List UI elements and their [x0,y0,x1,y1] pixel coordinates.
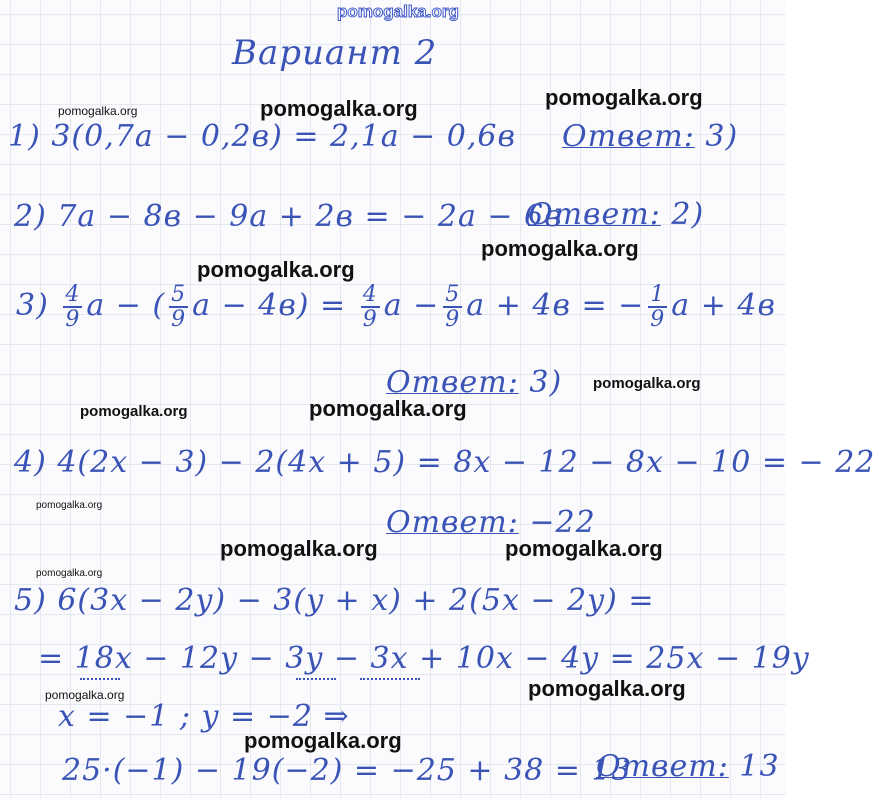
watermark: pomogalka.org [197,257,355,282]
watermark: pomogalka.org [80,403,188,420]
problem-5-line-2: = 18x − 12y − 3y − 3x + 10x − 4y = 25x − 19y [38,641,810,676]
page-title: Вариант 2 [232,33,438,73]
problem-5-line-4: 25·(−1) − 19(−2) = −25 + 38 = 13 [62,753,632,788]
fraction: $\frac{1}{9}$ [650,282,666,333]
watermark: pomogalka.org [220,536,378,561]
answer-value: 13 [739,749,780,784]
answer-label: Ответ: [562,119,695,154]
answer-value: 3) [529,365,563,400]
watermark: pomogalka.org [593,375,701,392]
underline-mark [360,672,420,680]
watermark: pomogalka.org [505,536,663,561]
problem-1: 1) 3(0,7a − 0,2в) = 2,1a − 0,6в [8,119,516,154]
answer-value: 2) [671,197,705,232]
fraction: $\frac{5}{9}$ [171,282,187,333]
watermark: pomogalka.org [528,676,686,701]
fraction: $\frac{4}{9}$ [65,282,81,333]
answer-label: Ответ: [386,365,519,400]
watermark-top: pomogalka.org [337,2,459,21]
watermark: pomogalka.org [545,85,703,110]
answer-value: −22 [529,505,596,540]
answer-label: Ответ: [528,197,661,232]
watermark: pomogalka.org [260,96,418,121]
watermark: pomogalka.org [45,688,125,702]
problem-5-line-3: x = −1 ; y = −2 ⇒ [58,699,350,734]
watermark: pomogalka.org [244,728,402,753]
answer-3 [386,365,563,400]
answer-2 [528,197,705,232]
watermark: pomogalka.org [36,500,103,511]
watermark: pomogalka.org [309,396,467,421]
watermark: pomogalka.org [481,236,639,261]
underline-mark [296,672,336,680]
answer-label: Ответ: [596,749,729,784]
fraction: $\frac{5}{9}$ [445,282,461,333]
watermark: pomogalka.org [58,104,138,118]
answer-5 [596,749,780,784]
problem-5-line-1: 5) 6(3x − 2y) − 3(y + x) + 2(5x − 2y) = [14,583,655,618]
problem-2: 2) 7a − 8в − 9a + 2в = − 2a − 6в [14,199,563,234]
problem-number: 3) [16,288,49,324]
answer-4 [386,505,596,540]
underline-mark [80,672,120,680]
watermark: pomogalka.org [36,568,103,579]
problem-4: 4) 4(2x − 3) − 2(4x + 5) = 8x − 12 − 8x − 10 = − 22 [14,445,875,480]
fraction: $\frac{4}{9}$ [362,282,378,333]
answer-value: 3) [705,119,739,154]
answer-1 [562,119,739,154]
answer-label: Ответ: [386,505,519,540]
problem-3: 3) $\frac{4}{9}$ a − ( $\frac{5}{9}$ a − 4в) = $\frac{4}{9}$ a − $\frac{5}{9}$ a + 4в = − $\frac{1}{9}$ a + 4в [16,282,776,333]
